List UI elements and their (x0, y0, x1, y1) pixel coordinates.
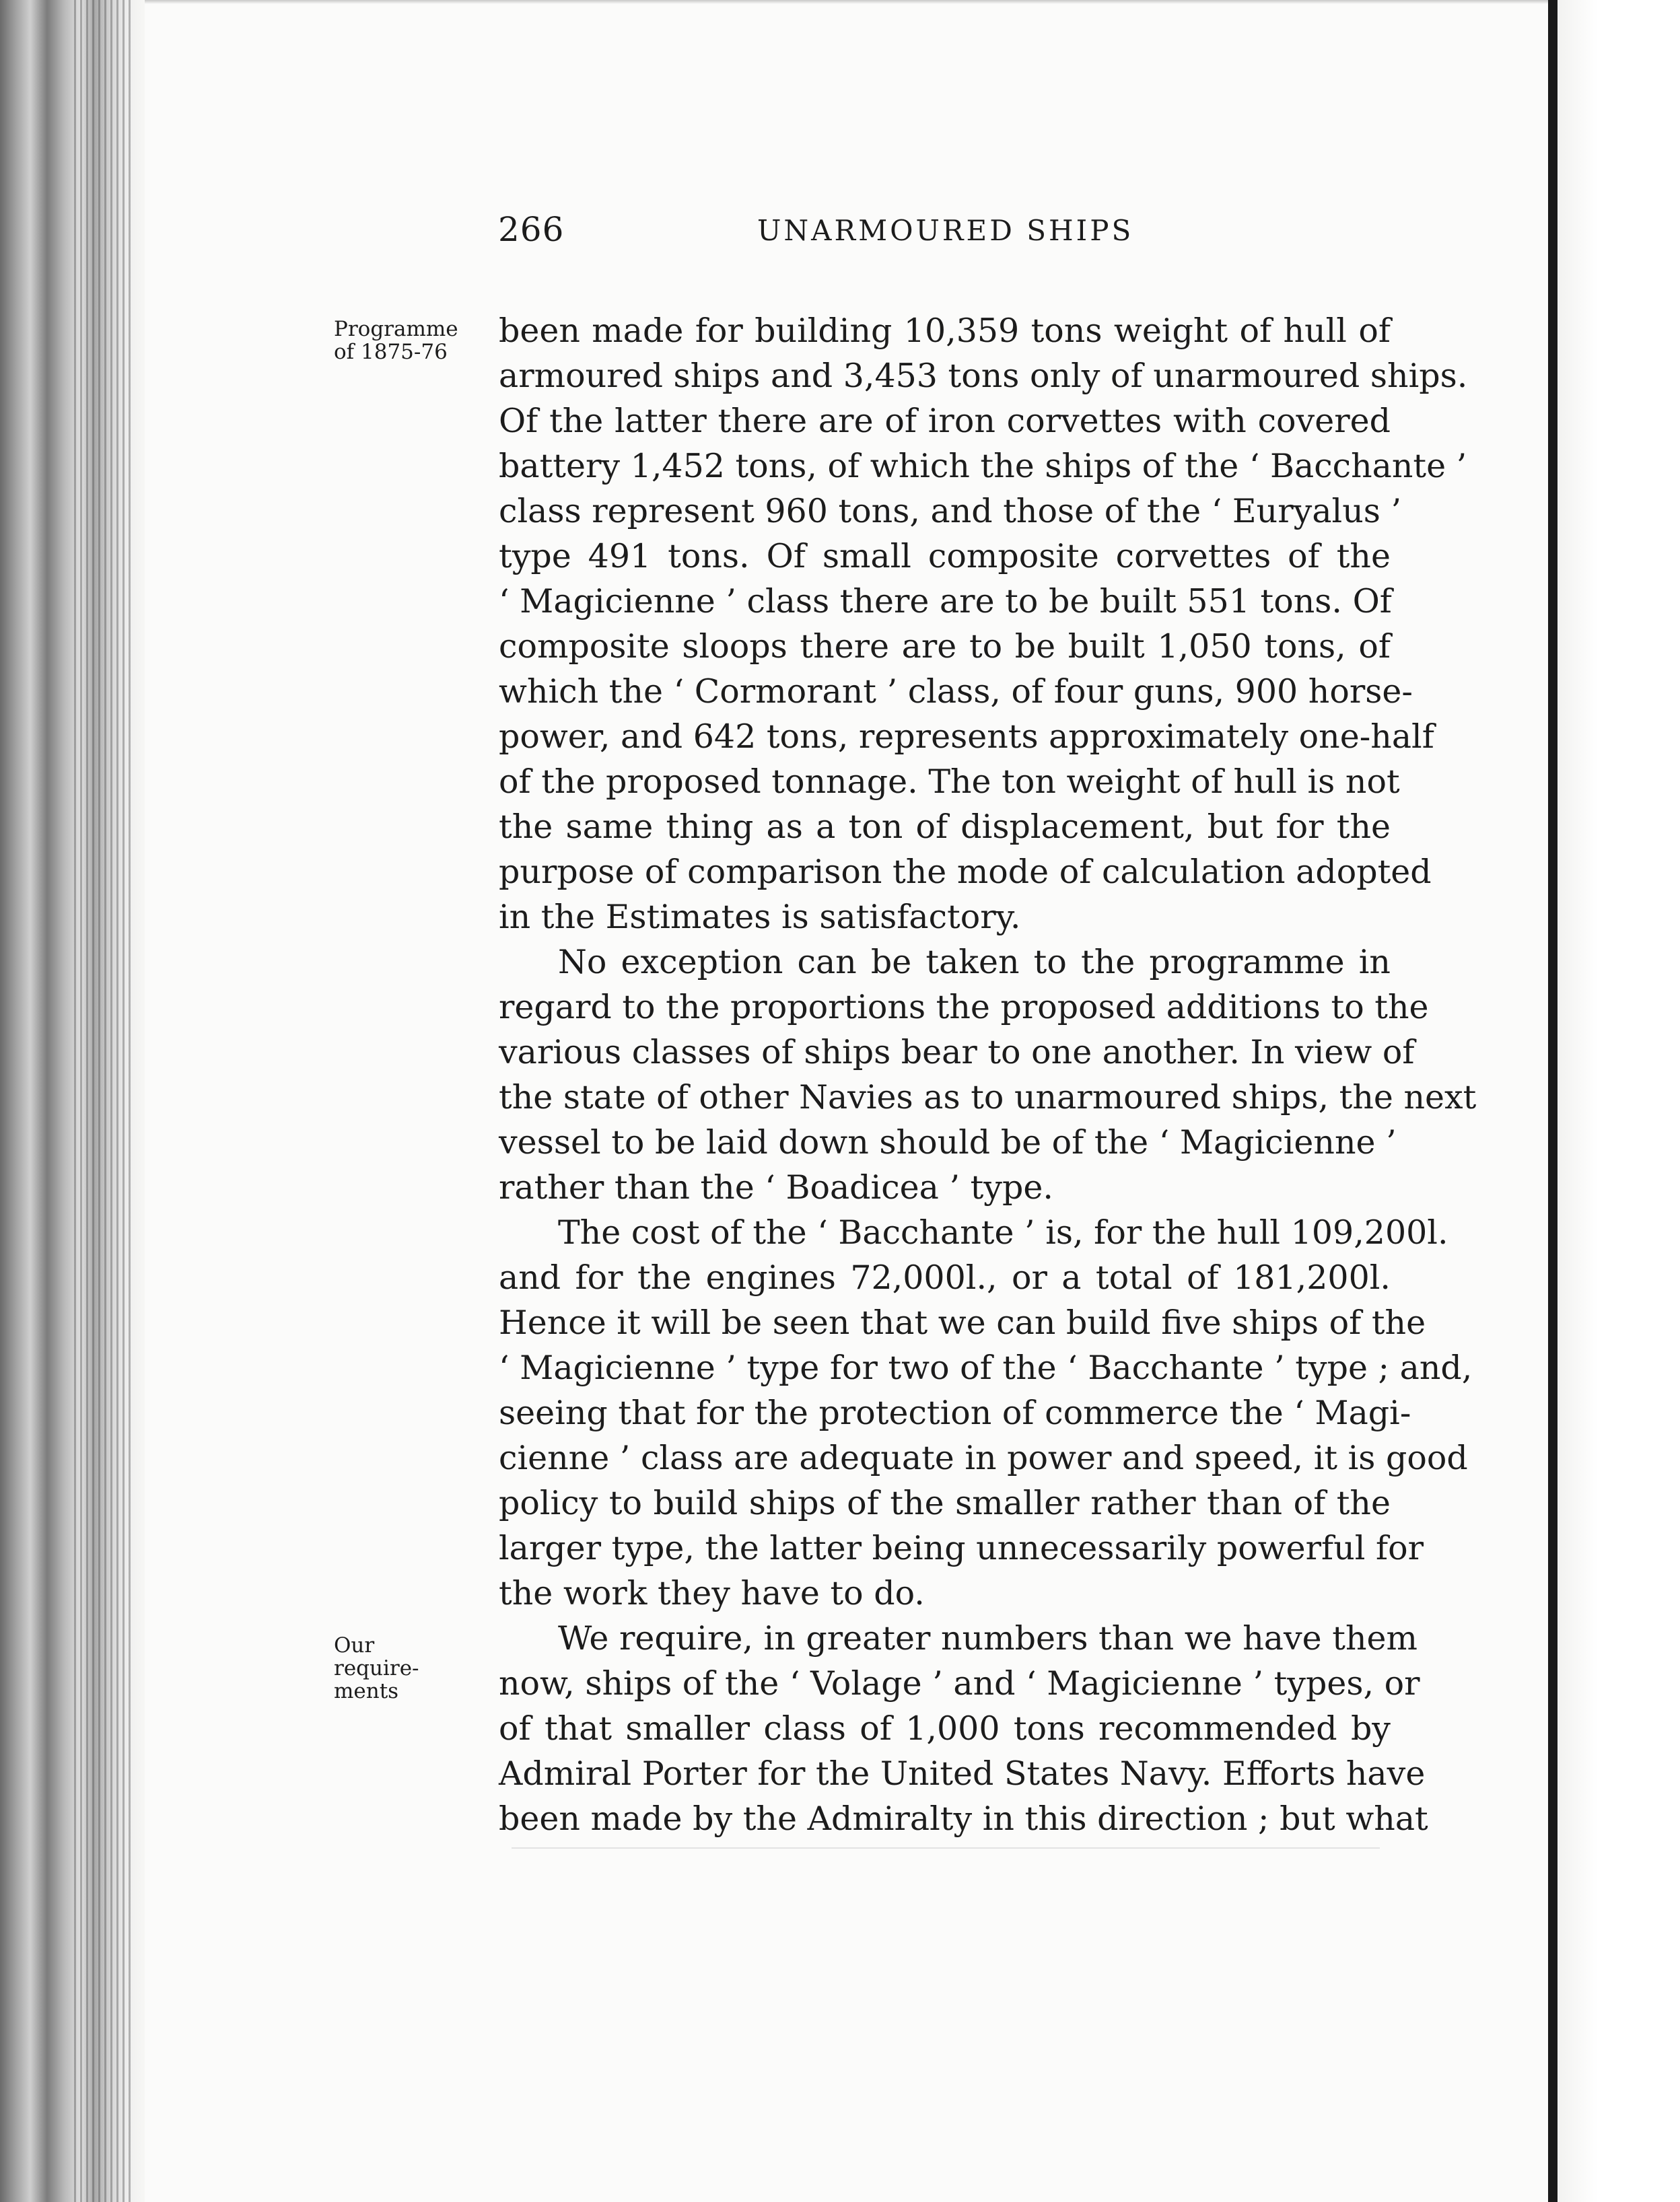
text-line: regard to the proportions the proposed additions to the (499, 988, 1429, 1026)
text-line: the state of other Navies as to unarmoured ships, the next (499, 1078, 1477, 1116)
margin-note-line: require- (334, 1656, 419, 1680)
margin-note-programme (334, 317, 458, 364)
text-line: the work they have to do. (499, 1574, 925, 1612)
paragraph (499, 939, 1477, 1210)
paragraph (499, 1616, 1428, 1841)
text-line: battery 1,452 tons, of which the ships of the ‘ Bacchante ’ (499, 447, 1467, 485)
text-line: cienne ’ class are adequate in power and speed, it is good (499, 1439, 1468, 1477)
text-line: of the proposed tonnage. The ton weight of hull is not (499, 762, 1400, 801)
text-line: now, ships of the ‘ Volage ’ and ‘ Magicienne ’ types, or (499, 1664, 1420, 1703)
text-line: policy to build ships of the smaller rather than of the (499, 1484, 1391, 1522)
binding-shadow-lines (74, 0, 135, 2202)
text-line: armoured ships and 3,453 tons only of unarmoured ships. (499, 357, 1468, 395)
faint-bleed-through (512, 1847, 1380, 1849)
text-line: power, and 642 tons, represents approximately one-half (499, 717, 1434, 756)
margin-note-requirements (334, 1634, 455, 1703)
text-line: purpose of comparison the mode of calculation adopted (499, 853, 1432, 891)
page-top-edge (145, 0, 1548, 4)
text-line: which the ‘ Cormorant ’ class, of four guns, 900 horse- (499, 672, 1413, 711)
scan-background (1558, 0, 1680, 2202)
margin-note-line: of 1875-76 (334, 340, 448, 364)
body-text (499, 308, 1477, 1841)
text-line: rather than the ‘ Boadicea ’ type. (499, 1168, 1053, 1207)
text-line: The cost of the ‘ Bacchante ’ is, for the hull 109,200l. (558, 1213, 1448, 1252)
text-line: composite sloops there are to be built 1,050 tons, of (499, 627, 1391, 666)
paragraph (499, 308, 1468, 939)
text-line: No exception can be taken to the programme in (558, 943, 1391, 981)
page-right-edge (1548, 0, 1558, 2202)
text-line: type 491 tons. Of small composite corvettes of the (499, 537, 1391, 575)
text-line: and for the engines 72,000l., or a total of 181,200l. (499, 1258, 1391, 1297)
text-line: been made for building 10,359 tons weight of hull of (499, 312, 1391, 350)
text-line: Admiral Porter for the United States Navy. Efforts have (499, 1754, 1426, 1793)
paragraph (499, 1210, 1473, 1616)
text-line: Hence it will be seen that we can build five ships of the (499, 1304, 1426, 1342)
text-line: larger type, the latter being unnecessarily powerful for (499, 1529, 1424, 1567)
margin-note-line: Programme (334, 317, 458, 341)
text-line: class represent 960 tons, and those of the ‘ Euryalus ’ (499, 492, 1402, 530)
text-line: various classes of ships bear to one another. In view of (499, 1033, 1415, 1071)
text-line: the same thing as a ton of displacement, but for the (499, 808, 1391, 846)
text-line: seeing that for the protection of commerce the ‘ Magi- (499, 1394, 1411, 1432)
text-line: ‘ Magicienne ’ type for two of the ‘ Bacchante ’ type ; and, (499, 1349, 1473, 1387)
text-line: Of the latter there are of iron corvettes with covered (499, 402, 1391, 440)
margin-note-line: Our (334, 1633, 375, 1658)
text-line: vessel to be laid down should be of the ‘ Magicienne ’ (499, 1123, 1397, 1162)
margin-note-line: ments (334, 1679, 399, 1703)
text-line: in the Estimates is satisfactory. (499, 898, 1021, 936)
text-line: ‘ Magicienne ’ class there are to be built 551 tons. Of (499, 582, 1392, 620)
text-line: We require, in greater numbers than we have them (558, 1619, 1418, 1658)
page-number: 266 (498, 210, 565, 249)
running-title: UNARMOURED SHIPS (757, 214, 1134, 247)
text-line: been made by the Admiralty in this direction ; but what (499, 1800, 1428, 1838)
text-line: of that smaller class of 1,000 tons recommended by (499, 1709, 1391, 1748)
